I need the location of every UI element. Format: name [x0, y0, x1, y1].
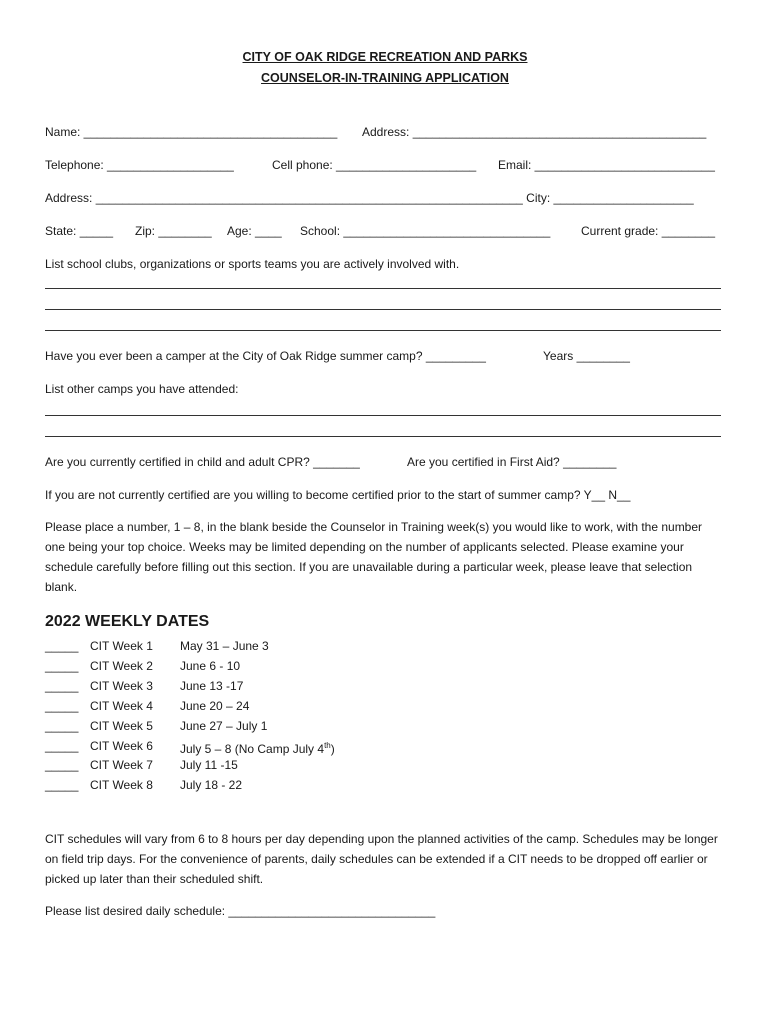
weekly-dates-heading: 2022 WEEKLY DATES	[45, 613, 210, 630]
age-field[interactable]: Age: ____	[227, 224, 282, 238]
week-rank-blank[interactable]: _____	[45, 678, 79, 693]
week-rank-blank[interactable]: _____	[45, 718, 79, 733]
camper-question[interactable]: Have you ever been a camper at the City of Oak Ridge summer camp? _________	[45, 349, 486, 363]
week-dates-text: July 18 - 22	[180, 778, 243, 793]
clubs-line-2[interactable]	[45, 309, 721, 310]
week-dates	[180, 698, 249, 714]
daily-schedule-field[interactable]: Please list desired daily schedule: _______________________________	[45, 904, 436, 918]
week-dates-text: May 31 – June 3	[180, 639, 269, 653]
week-label: CIT Week 4	[90, 698, 153, 713]
week-dates-text: July 11 -15	[180, 758, 238, 773]
week-row	[45, 658, 445, 674]
week-row	[45, 718, 445, 734]
clubs-line-3[interactable]	[45, 330, 721, 331]
cell-phone-field[interactable]: Cell phone: _____________________	[272, 158, 477, 172]
week-label: CIT Week 6	[90, 738, 153, 753]
week-rank-blank[interactable]: _____	[45, 698, 79, 713]
cpr-question[interactable]: Are you currently certified in child and adult CPR? _______	[45, 455, 360, 469]
week-rank-blank[interactable]: _____	[45, 639, 79, 653]
week-row	[45, 757, 445, 773]
org-title: CITY OF OAK RIDGE RECREATION AND PARKS	[242, 50, 528, 64]
other-camps-prompt: List other camps you have attended:	[45, 382, 239, 396]
week-dates	[180, 658, 240, 674]
week-dates-suffix: )	[330, 741, 335, 756]
instructions-paragraph: Please place a number, 1 – 8, in the blank beside the Counselor in Training week(s) you would like to work, with the number one being your top choice. Weeks may be limited depending on the number of applicants selected. Please examine your schedule carefully before filling out this section. If you are unavailable during a particular week, please leave that selection blank.	[45, 520, 703, 594]
week-rank-blank[interactable]: _____	[45, 738, 79, 753]
week-dates	[180, 638, 269, 654]
week-dates-text: June 6 - 10	[180, 658, 241, 673]
state-field[interactable]: State: _____	[45, 224, 114, 238]
certify-question[interactable]: If you are not currently certified are you willing to become certified prior to the start of summer camp? Y__ N__	[45, 488, 631, 502]
week-dates-text: June 13 -17	[180, 678, 244, 693]
week-rank-blank[interactable]: _____	[45, 758, 79, 773]
week-dates	[180, 718, 267, 734]
form-title: COUNSELOR-IN-TRAINING APPLICATION	[261, 71, 509, 85]
week-row	[45, 698, 445, 714]
week-rank-blank[interactable]: _____	[45, 778, 79, 793]
other-camps-line-1[interactable]	[45, 415, 721, 416]
week-dates-superscript: th	[324, 740, 331, 750]
week-dates	[180, 777, 242, 793]
week-dates	[180, 678, 243, 694]
schedule-note: CIT schedules will vary from 6 to 8 hours per day depending upon the planned activities of the camp. Schedules may be longer on field trip days. For the convenience of parents, daily schedules can be extended if a CIT needs to be dropped off earlier or picked up later than their scheduled shift.	[45, 832, 718, 886]
years-field[interactable]: Years ________	[543, 349, 630, 363]
week-label: CIT Week 3	[90, 678, 153, 693]
other-camps-line-2[interactable]	[45, 436, 721, 437]
address-city-field[interactable]: Address: ________________________________________________________________ City: _____________________	[45, 191, 694, 205]
address-field[interactable]: Address: ____________________________________________	[362, 125, 707, 139]
week-row	[45, 738, 445, 754]
clubs-line-1[interactable]	[45, 288, 721, 289]
week-row	[45, 777, 445, 793]
current-grade-field[interactable]: Current grade: ________	[581, 224, 716, 238]
week-label: CIT Week 8	[90, 778, 153, 793]
week-dates-text: June 27 – July 1	[180, 718, 268, 733]
week-dates	[180, 738, 335, 757]
email-field[interactable]: Email: ___________________________	[498, 158, 715, 172]
week-rank-blank[interactable]: _____	[45, 658, 79, 673]
week-label: CIT Week 1	[90, 639, 153, 653]
week-dates-text: July 5 – 8 (No Camp July 4	[180, 741, 325, 756]
week-dates-text: June 20 – 24	[180, 698, 250, 713]
telephone-field[interactable]: Telephone: ___________________	[45, 158, 234, 172]
week-label: CIT Week 2	[90, 658, 153, 673]
week-row	[45, 678, 445, 694]
school-field[interactable]: School: _______________________________	[300, 224, 551, 238]
week-label: CIT Week 5	[90, 718, 153, 733]
first-aid-question[interactable]: Are you certified in First Aid? ________	[407, 455, 617, 469]
clubs-prompt: List school clubs, organizations or sports teams you are actively involved with.	[45, 257, 460, 271]
week-label: CIT Week 7	[90, 758, 153, 773]
name-field[interactable]: Name: ______________________________________	[45, 125, 338, 139]
zip-field[interactable]: Zip: ________	[135, 224, 212, 238]
week-row	[45, 638, 445, 654]
week-dates	[180, 757, 238, 773]
